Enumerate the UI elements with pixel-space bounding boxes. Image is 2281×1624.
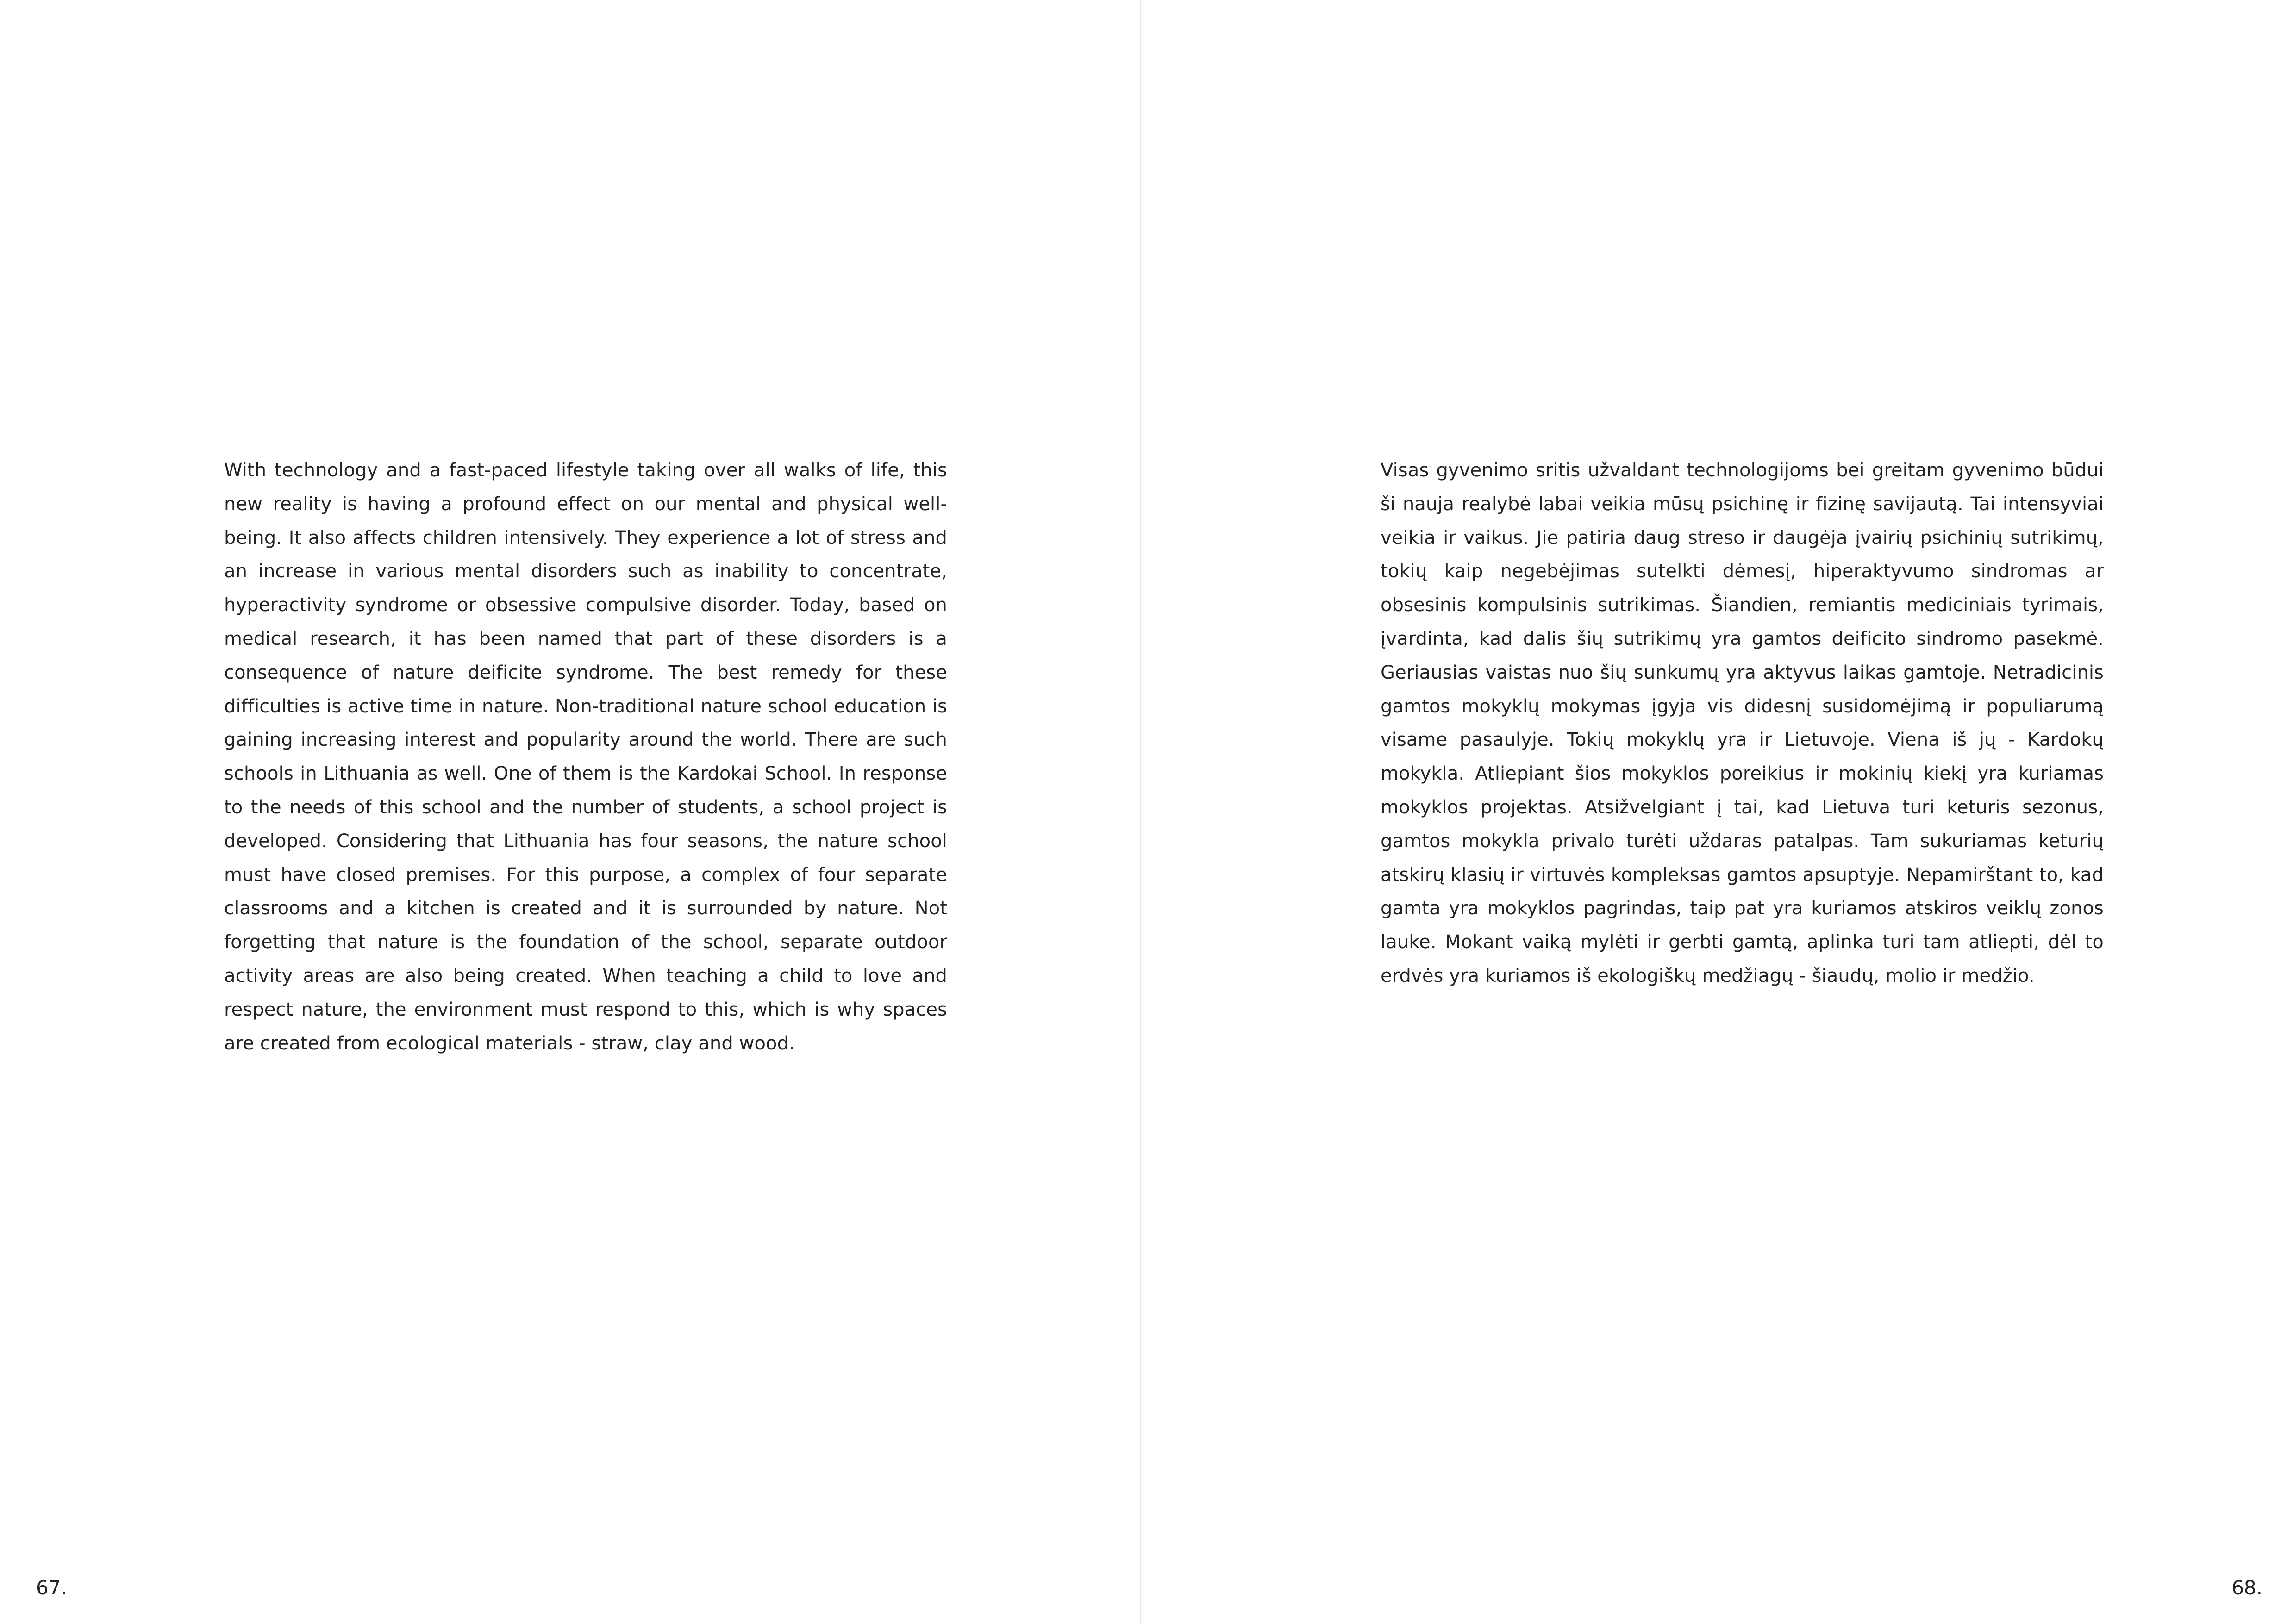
left-page <box>0 0 1140 1624</box>
right-page-number: 68. <box>2231 1576 2262 1599</box>
right-page-body-text: Visas gyvenimo sritis užvaldant technologijoms bei greitam gyvenimo būdui ši nauja realybė labai veikia mūsų psichinę ir fizinę savijautą. Tai intensyviai veikia ir vaikus. Jie patiria daug streso ir daugėja įvairių psichinių sutrikimų, tokių kaip negebėjimas sutelkti dėmesį, hiperaktyvumo sindromas ar obsesinis kompulsinis sutrikimas. Šiandien, remiantis mediciniais tyrimais, įvardinta, kad dalis šių sutrikimų yra gamtos deificito sindromo pasekmė. Geriausias vaistas nuo šių sunkumų yra aktyvus laikas gamtoje. Netradicinis gamtos mokyklų mokymas įgyja vis didesnį susidomėjimą ir populiarumą visame pasaulyje. Tokių mokyklų yra ir Lietuvoje. Viena iš jų - Kardokų mokykla. Atliepiant šios mokyklos poreikius ir mokinių kiekį yra kuriamas mokyklos projektas. Atsižvelgiant į tai, kad Lietuva turi keturis sezonus, gamtos mokykla privalo turėti uždaras patalpas. Tam sukuriamas keturių atskirų klasių ir virtuvės kompleksas gamtos apsuptyje. Nepamirštant to, kad gamta yra mokyklos pagrindas, taip pat yra kuriamos atskiros veiklų zonos lauke. Mokant vaiką mylėti ir gerbti gamtą, aplinka turi tam atliepti, dėl to erdvės yra kuriamos iš ekologiškų medžiagų - šiaudų, molio ir medžio. <box>1381 460 2104 987</box>
right-page <box>1141 0 2281 1624</box>
left-page-body-text: With technology and a fast-paced lifestyle taking over all walks of life, this new reality is having a profound effect on our mental and physical well-being. It also affects children intensively. They experience a lot of stress and an increase in various mental disorders such as inability to concentrate, hyperactivity syndrome or obsessive compulsive disorder. Today, based on medical research, it has been named that part of these disorders is a consequence of nature deificite syndrome. The best remedy for these difficulties is active time in nature. Non-traditional nature school education is gaining increasing interest and popularity around the world. There are such schools in Lithuania as well. One of them is the Kardokai School. In response to the needs of this school and the number of students, a school project is developed. Considering that Lithuania has four seasons, the nature school must have closed premises. For this purpose, a complex of four separate classrooms and a kitchen is created and it is surrounded by nature. Not forgetting that nature is the foundation of the school, separate outdoor activity areas are also being created. When teaching a child to love and respect nature, the environment must respond to this, which is why spaces are created from ecological materials - straw, clay and wood. <box>224 460 947 1054</box>
left-page-number: 67. <box>36 1576 67 1599</box>
